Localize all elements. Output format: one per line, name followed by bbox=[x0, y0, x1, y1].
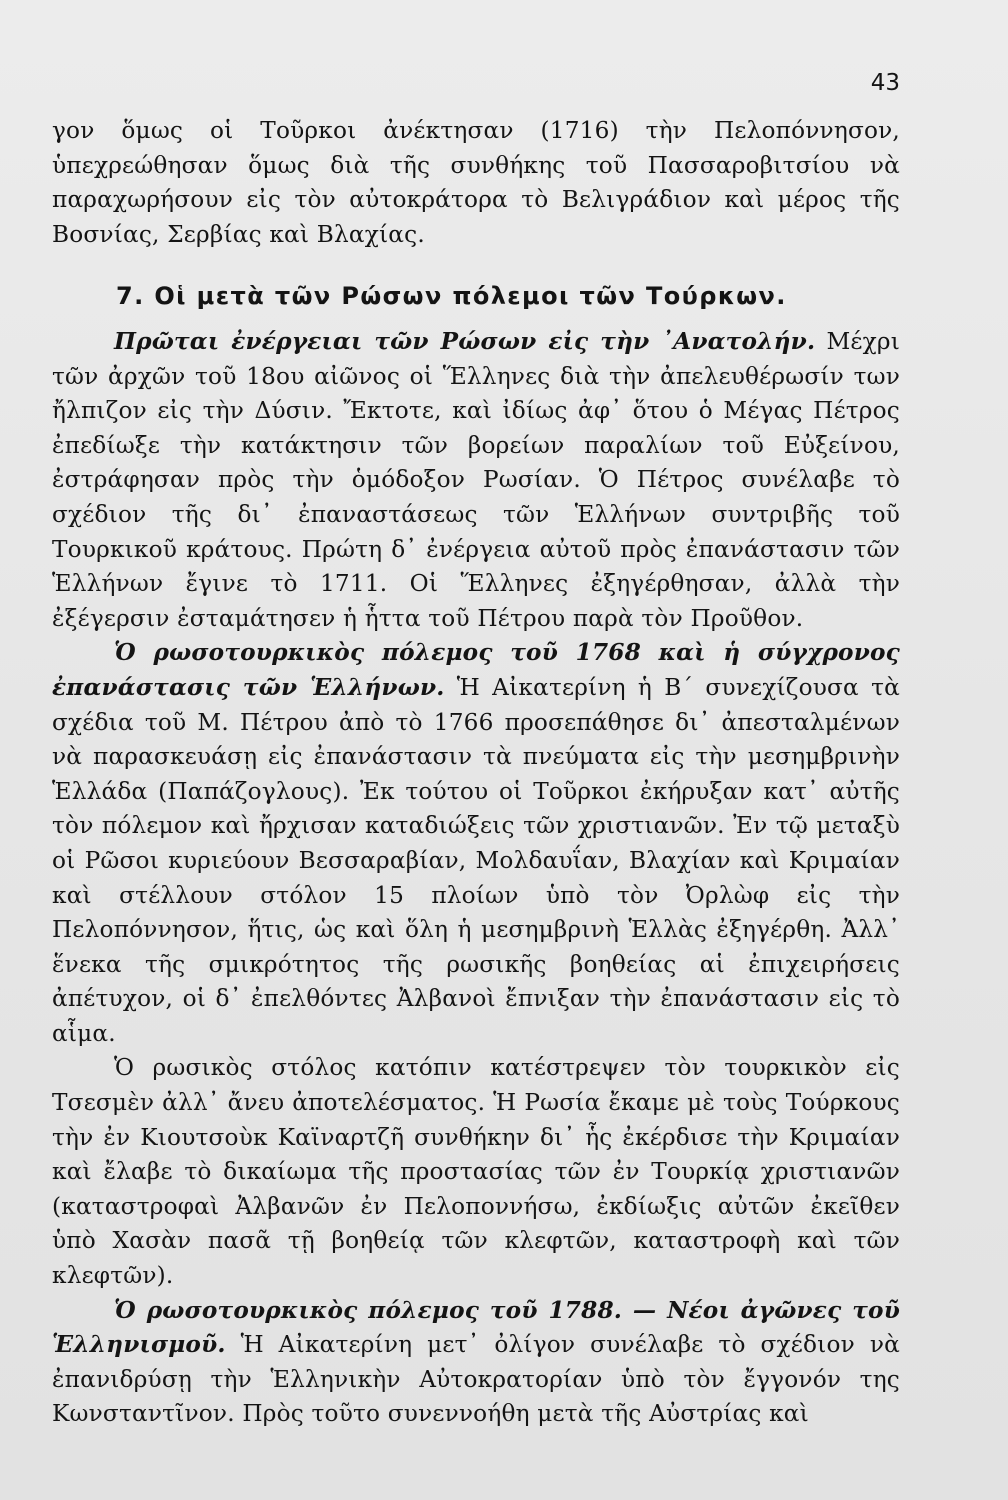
section-body bbox=[52, 325, 900, 1432]
paragraph-subheading: Ὁ ρωσοτουρκικὸς πόλεμος τοῦ 1768 καὶ ἡ σύγχρονος ἐπανάστασις τῶν Ἑλλήνων. bbox=[52, 639, 900, 701]
intro-paragraph-block bbox=[52, 114, 900, 252]
paragraph-subheading: Ὁ ρωσοτουρκικὸς πόλεμος τοῦ 1788. — Νέοι ἀγῶνες τοῦ Ἑλληνισμοῦ. bbox=[52, 1296, 900, 1359]
paragraph-russian-fleet bbox=[52, 1051, 900, 1293]
page-number: 43 bbox=[870, 70, 900, 96]
paragraph-text: Ἡ Αἰκατερίνη μετ᾿ ὀλίγον συνέλαβε τὸ σχέδιον νὰ ἐπανιδρύσῃ τὴν Ἑλληνικὴν Αὐτοκρατορίαν ὑπὸ τὸν ἔγγονόν της Κωνσταντῖνον. Πρὸς τοῦτο συνεννοήθη μετὰ τῆς Αὐστρίας καὶ bbox=[52, 1331, 900, 1428]
paragraph-text: Μέχρι τῶν ἀρχῶν τοῦ 18ου αἰῶνος οἱ Ἕλληνες διὰ τὴν ἀπελευθέρωσίν των ἤλπιζον εἰς τὴν Δύσιν. Ἔκτοτε, καὶ ἰδίως ἀφ᾿ ὅτου ὁ Μέγας Πέτρος ἐπεδίωξε τὴν κατάκτησιν τῶν βορείων παραλίων τοῦ Εὐξείνου, ἐστράφησαν πρὸς τὴν ὁμόδοξον Ρωσίαν. Ὁ Πέτρος συνέλαβε τὸ σχέδιον τῆς δι᾿ ἐπαναστάσεως τῶν Ἑλλήνων συντριβῆς τοῦ Τουρκικοῦ κράτους. Πρώτη δ᾿ ἐνέργεια αὐτοῦ πρὸς ἐπανάστασιν τῶν Ἑλλήνων ἔγινε τὸ 1711. Οἱ Ἕλληνες ἐξηγέρθησαν, ἀλλὰ τὴν ἐξέγερσιν ἐσταμάτησεν ἡ ἧττα τοῦ Πέτρου παρὰ τὸν Προῦθον. bbox=[52, 328, 900, 632]
paragraph-war-1788 bbox=[52, 1294, 900, 1432]
intro-paragraph: γον ὅμως οἱ Τοῦρκοι ἀνέκτησαν (1716) τὴν Πελοπόννησον, ὑπεχρεώθησαν ὅμως διὰ τῆς συνθήκης τοῦ Πασσαροβιτσίου νὰ παραχωρήσουν εἰς τὸν αὐτοκράτορα τὸ Βελιγράδιον καὶ μέρος τῆς Βοσνίας, Σερβίας καὶ Βλαχίας. bbox=[52, 117, 900, 248]
paragraph-first-russian-actions bbox=[52, 325, 900, 636]
section-heading: 7. Οἱ μετὰ τῶν Ρώσων πόλεμοι τῶν Τούρκων. bbox=[116, 282, 787, 310]
paragraph-subheading: Πρῶται ἐνέργειαι τῶν Ρώσων εἰς τὴν ᾿Ανατολήν. bbox=[114, 328, 816, 355]
paragraph-text: Ἡ Αἰκατερίνη ἡ Β΄ συνεχίζουσα τὰ σχέδια τοῦ Μ. Πέτρου ἀπὸ τὸ 1766 προσεπάθησε δι᾿ ἀπεσταλμένων νὰ παρασκευάσῃ εἰς ἐπανάστασιν τὰ πνεύματα εἰς τὴν μεσημβρινὴν Ἑλλάδα (Παπάζογλους). Ἐκ τούτου οἱ Τοῦρκοι ἐκήρυξαν κατ᾿ αὐτῆς τὸν πόλεμον καὶ ἤρχισαν καταδιώξεις τῶν χριστιανῶν. Ἐν τῷ μεταξὺ οἱ Ρῶσοι κυριεύουν Βεσσαραβίαν, Μολδαυΐαν, Βλαχίαν καὶ Κριμαίαν καὶ στέλλουν στόλον 15 πλοίων ὑπὸ τὸν Ὀρλὼφ εἰς τὴν Πελοπόννησον, ἥτις, ὡς καὶ ὅλη ἡ μεσημβρινὴ Ἑλλὰς ἐξηγέρθη. Ἀλλ᾿ ἕνεκα τῆς σμικρότητος τῆς ρωσικῆς βοηθείας αἱ ἐπιχειρήσεις ἀπέτυχον, οἱ δ᾿ ἐπελθόντες Ἀλβανοὶ ἔπνιξαν τὴν ἐπανάστασιν εἰς τὸ αἷμα. bbox=[52, 673, 900, 1047]
paragraph-war-1768 bbox=[52, 636, 900, 1051]
paragraph-text: Ὁ ρωσικὸς στόλος κατόπιν κατέστρεψεν τὸν τουρκικὸν εἰς Τσεσμὲν ἀλλ᾿ ἄνευ ἀποτελέσματος. Ἡ Ρωσία ἔκαμε μὲ τοὺς Τούρκους τὴν ἐν Κιουτσοὺκ Καϊναρτζῆ συνθήκην δι᾿ ἧς ἐκέρδισε τὴν Κριμαίαν καὶ ἔλαβε τὸ δικαίωμα τῆς προστασίας τῶν ἐν Τουρκίᾳ χριστιανῶν (καταστροφαὶ Ἀλβανῶν ἐν Πελοποννήσω, ἐκδίωξις αὐτῶν ἐκεῖθεν ὑπὸ Χασὰν πασᾶ τῇ βοηθείᾳ τῶν κλεφτῶν, καταστροφὴ καὶ τῶν κλεφτῶν). bbox=[52, 1054, 900, 1290]
